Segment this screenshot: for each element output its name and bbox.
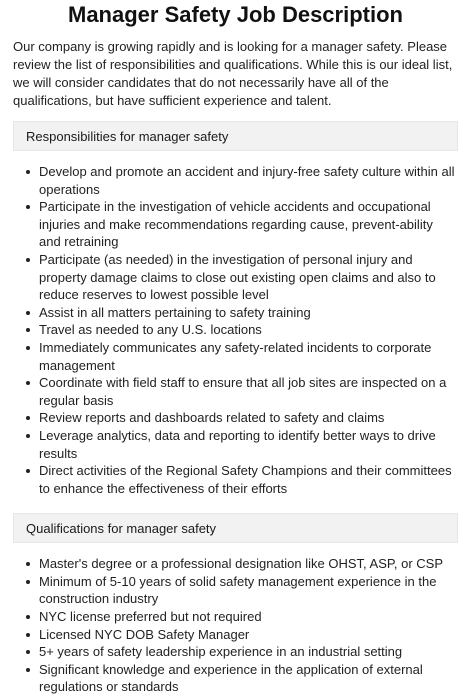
list-item: Master's degree or a professional designation like OHST, ASP, or CSP — [39, 555, 458, 573]
list-item: Leverage analytics, data and reporting to identify better ways to drive results — [39, 427, 458, 462]
qualifications-heading: Qualifications for manager safety — [13, 513, 458, 543]
list-item: Immediately communicates any safety-related incidents to corporate management — [39, 339, 458, 374]
list-item: Review reports and dashboards related to safety and claims — [39, 409, 458, 427]
list-item: 5+ years of safety leadership experience in an industrial setting — [39, 643, 458, 661]
list-item: Assist in all matters pertaining to safety training — [39, 304, 458, 322]
responsibilities-heading: Responsibilities for manager safety — [13, 121, 458, 151]
list-item: Direct activities of the Regional Safety Champions and their committees to enhance the effectiveness of their efforts — [39, 462, 458, 497]
list-item: Significant knowledge and experience in the application of external regulations or standards — [39, 661, 458, 696]
page-title: Manager Safety Job Description — [68, 2, 403, 27]
list-item: Participate (as needed) in the investigation of personal injury and property damage claims to close out existing open claims and also to reduce reserves to lowest possible level — [39, 251, 458, 304]
list-item: Travel as needed to any U.S. locations — [39, 321, 458, 339]
list-item: Develop and promote an accident and injury-free safety culture within all operations — [39, 163, 458, 198]
responsibilities-list — [13, 163, 458, 497]
list-item: Licensed NYC DOB Safety Manager — [39, 626, 458, 644]
list-item: Participate in the investigation of vehicle accidents and occupational injuries and make recommendations regarding cause, prevent-ability and retraining — [39, 198, 458, 251]
list-item: Coordinate with field staff to ensure that all job sites are inspected on a regular basis — [39, 374, 458, 409]
intro-paragraph: Our company is growing rapidly and is looking for a manager safety. Please review the list of responsibilities and qualifications. While this is our ideal list, we will consider candidates that do not necessarily have all of the qualifications, but have sufficient experience and talent. — [13, 39, 453, 108]
list-item: NYC license preferred but not required — [39, 608, 458, 626]
qualifications-list — [13, 555, 458, 696]
list-item: Minimum of 5-10 years of solid safety management experience in the construction industry — [39, 573, 458, 608]
